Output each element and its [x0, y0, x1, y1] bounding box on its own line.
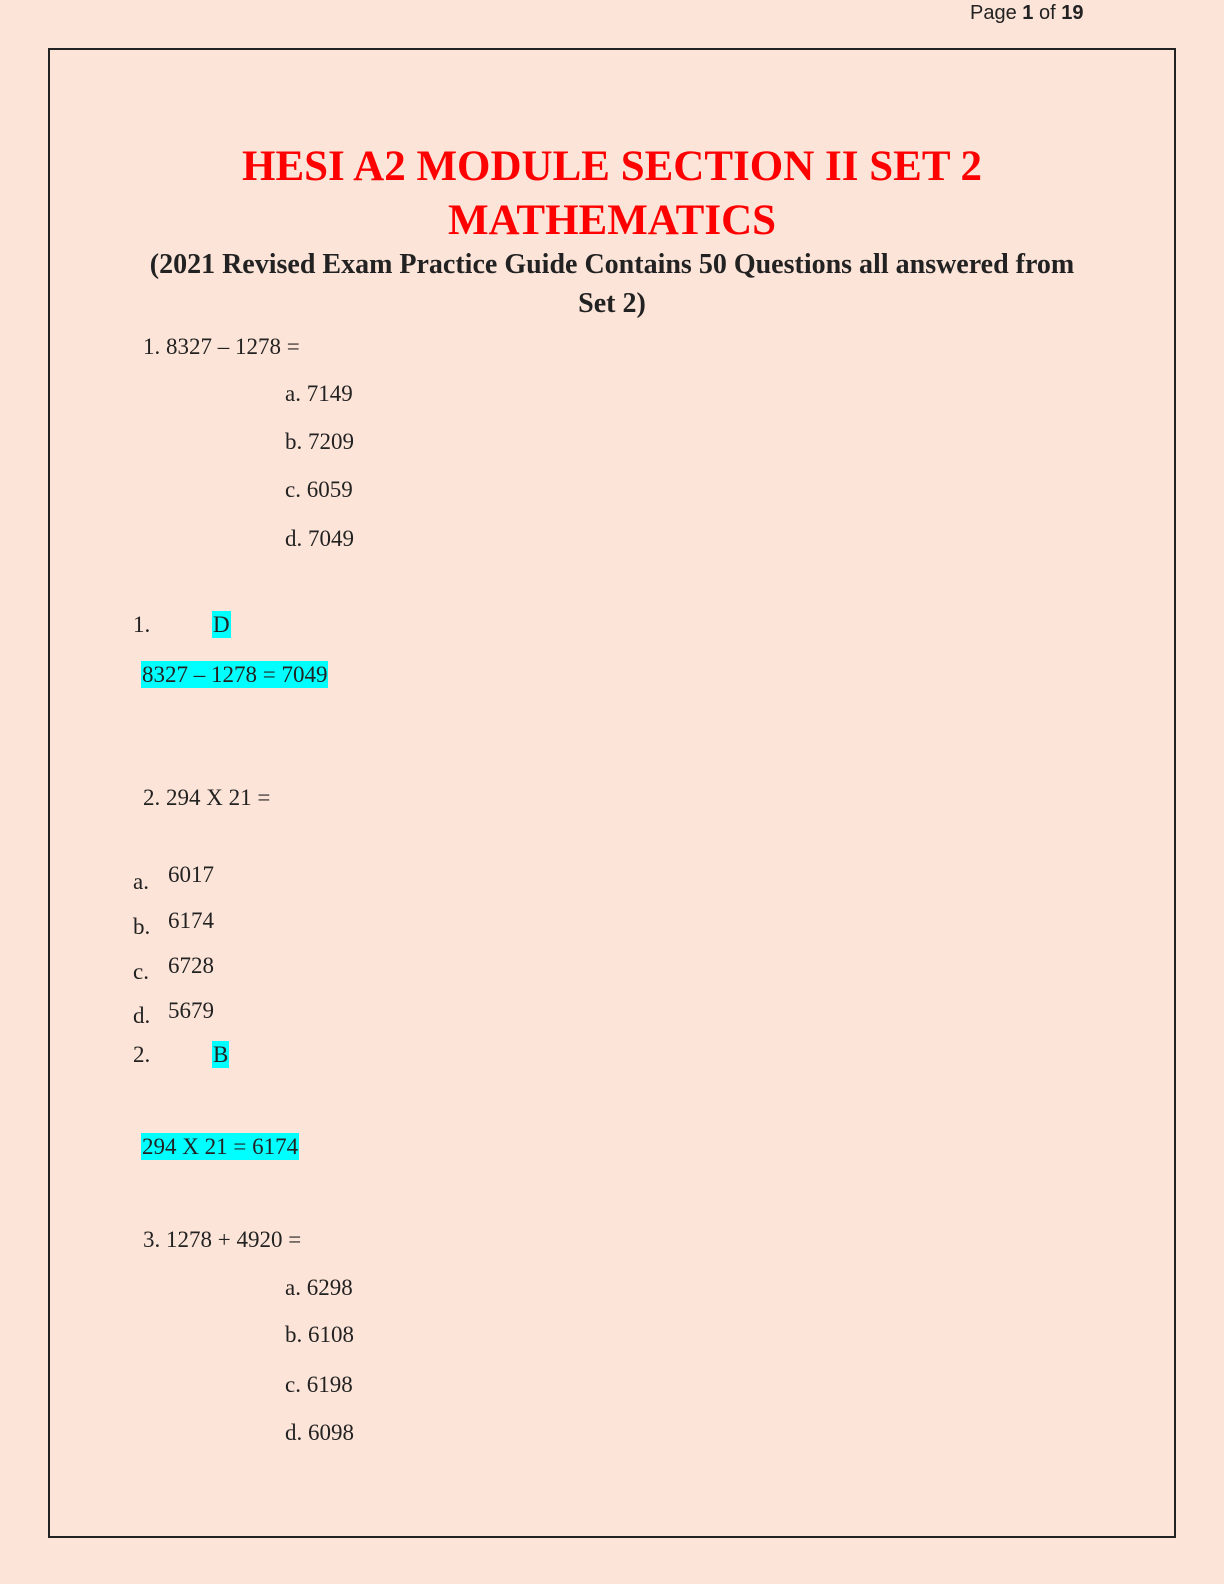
answer-2-explanation: 294 X 21 = 6174	[142, 1134, 299, 1159]
answer-2-number: 2.	[133, 1042, 151, 1067]
answer-1-letter: D	[213, 612, 230, 637]
question-2-option-b-letter: b.	[133, 914, 151, 939]
question-2-option-d-letter: d.	[133, 1003, 151, 1028]
question-3-option-b: b. 6108	[285, 1322, 354, 1347]
question-2-option-a-letter: a.	[133, 869, 149, 894]
question-1-prompt: 1. 8327 – 1278 =	[143, 334, 300, 359]
question-3-option-a: a. 6298	[285, 1275, 353, 1300]
question-3-option-d: d. 6098	[285, 1420, 354, 1445]
answer-1-explanation: 8327 – 1278 = 7049	[142, 662, 328, 687]
question-2-option-b-value: 6174	[168, 908, 214, 933]
question-2-option-c-letter: c.	[133, 959, 149, 984]
page-of: of	[1038, 2, 1056, 24]
question-2-option-d-value: 5679	[168, 998, 214, 1023]
document-title-line2: MATHEMATICS	[447, 197, 777, 244]
question-1-option-d: d. 7049	[285, 526, 354, 551]
page-number	[970, 2, 1083, 25]
page-total: 19	[1061, 2, 1084, 24]
question-1-option-c: c. 6059	[285, 477, 353, 502]
answer-2-letter: B	[213, 1042, 229, 1067]
document-subtitle-line2: Set 2)	[578, 288, 646, 319]
question-2-option-a-value: 6017	[168, 862, 214, 887]
question-2-option-c-value: 6728	[168, 953, 214, 978]
document-subtitle-line1: (2021 Revised Exam Practice Guide Contains 50 Questions all answered from	[149, 249, 1075, 280]
document-title-line1: HESI A2 MODULE SECTION II SET 2	[242, 143, 982, 190]
question-1-option-b: b. 7209	[285, 429, 354, 454]
question-2-prompt: 2. 294 X 21 =	[143, 785, 271, 810]
answer-1-number: 1.	[133, 612, 151, 637]
page-current: 1	[1022, 2, 1034, 24]
question-3-prompt: 3. 1278 + 4920 =	[143, 1227, 302, 1252]
question-3-option-c: c. 6198	[285, 1372, 353, 1397]
question-1-option-a: a. 7149	[285, 381, 353, 406]
page-label: Page	[970, 2, 1017, 24]
